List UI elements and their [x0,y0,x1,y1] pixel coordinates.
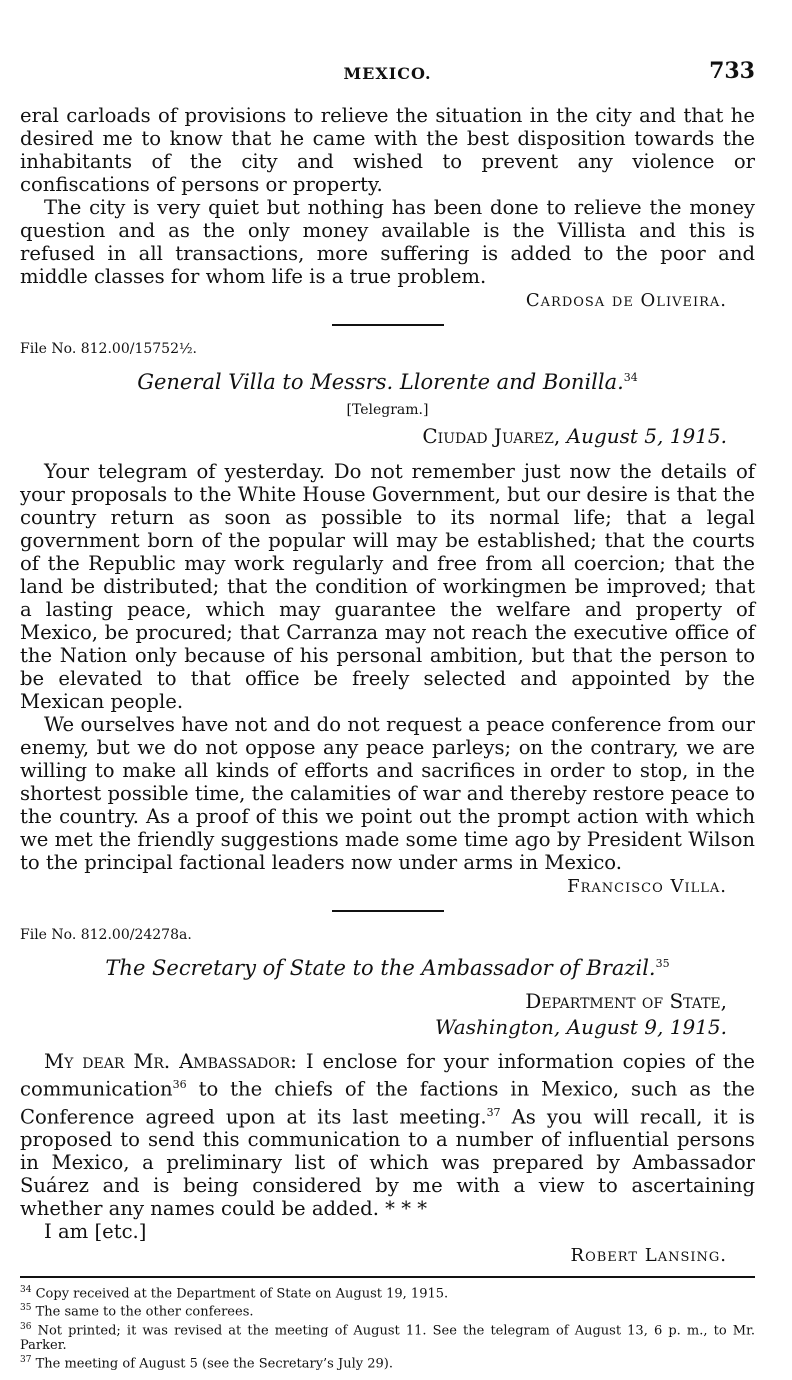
signature-text: Francisco Villa. [567,876,727,897]
footnote [20,1320,755,1353]
signature-text: Robert Lansing. [570,1245,727,1267]
paragraph-continued: eral carloads of provisions to relieve the situation in the city and that he desired me to know that he came with the best disposition towards the inhabitants of the city and wished to prevent any violence or confiscations of persons or property. [20,104,755,196]
file-number: File No. 812.00/24278a. [20,927,192,943]
address-department: Department of State, [525,989,727,1013]
signature-lansing [20,1243,755,1269]
signature-oliveira [20,288,755,314]
footnote-rule [20,1276,755,1278]
paragraph: We ourselves have not and do not request a peace conference from our enemy, but we do not oppose any peace parleys; on the contrary, we are willing to make all kinds of efforts and sacrifices in order to stop, in the shortest possible time, the calamities of war and thereby restore peace to the country. As a proof of this we point out the prompt action with which we met the friendly suggestions made some time ago by President Wilson to the principal factional leaders now under arms in Mexico. [20,713,755,874]
footnote-text: The same to the other conferees. [35,1304,254,1320]
dateline [20,422,755,450]
footnote-number: 36 [20,1321,32,1332]
file-number: File No. 812.00/15752½. [20,341,197,357]
signature-villa [20,874,755,900]
footnote-number: 35 [20,1303,32,1314]
document-title [20,364,755,396]
letter-text: I enclose for your information copies of the communication [20,1050,755,1101]
footnote-text: Copy received at the Department of State on August 19, 1915. [35,1286,449,1302]
footnote-ref: 34 [623,371,638,384]
document-title [20,950,755,982]
dateline-date: August 5, 1915. [566,424,727,448]
footnote-text: Not printed; it was revised at the meeting of August 11. See the telegram of August 13, 6 p. m., to Mr. Parker. [20,1322,755,1353]
footnotes [20,1283,755,1371]
letter-text: to the chiefs of the factions in Mexico, such as the Conference agreed upon at its last meeting. [20,1077,755,1129]
section-divider [332,910,444,912]
salutation: My dear Mr. Ambassador: [44,1050,297,1073]
page-body [20,104,755,1269]
footnote-number: 34 [20,1285,32,1295]
footnote-ref: 37 [486,1105,501,1119]
document-title-text: General Villa to Messrs. Llorente and Bonilla. [137,370,624,394]
footnote [20,1283,755,1301]
running-head: MEXICO. [343,64,432,83]
footnote [20,1301,755,1319]
page-number: 733 [709,58,755,84]
footnote-text: The meeting of August 5 (see the Secretary’s July 29). [35,1356,393,1372]
address-block [20,988,755,1040]
dateline-place: Ciudad Juarez, [422,424,561,448]
paragraph: The city is very quiet but nothing has been done to relieve the money question and as the only money available is the Villista and this is refused in all transactions, more suffering is added to the poor and middle classes for whom life is a true problem. [20,196,755,288]
address-date: Washington, August 9, 1915. [434,1015,727,1039]
document-title-text: The Secretary of State to the Ambassador of Brazil. [105,956,656,980]
letter-paragraph [20,1050,755,1220]
footnote [20,1353,755,1371]
footnote-ref: 35 [655,957,670,970]
signature-text: Cardosa de Oliveira. [525,290,727,311]
letter-text: As you will recall, it is proposed to send this communication to a number of influential persons in Mexico, a preliminary list of which was prepared by Ambassador Suárez and is being considered by me with a view to ascertaining whether any names could be added. * * * [20,1105,755,1221]
telegram-note: [Telegram.] [346,402,429,418]
section-divider [332,324,444,326]
paragraph: Your telegram of yesterday. Do not remember just now the details of your proposals to the White House Government, but our desire is that the country return as soon as possible to its normal life; that a legal government born of the popular will may be established; that the courts of the Republic may work regularly and free from all coercion; that the land be distributed; that the condition of workingmen be improved; that a lasting peace, which may guarantee the welfare and property of Mexico, be procured; that Carranza may not reach the executive office of the Nation only because of his personal ambition, but that the person to be elevated to that office be freely selected and appointed by the Mexican people. [20,460,755,713]
page-header [20,58,755,88]
closing: I am [etc.] [44,1220,147,1244]
footnote-number: 37 [20,1354,32,1365]
footnote-ref: 36 [172,1078,187,1091]
